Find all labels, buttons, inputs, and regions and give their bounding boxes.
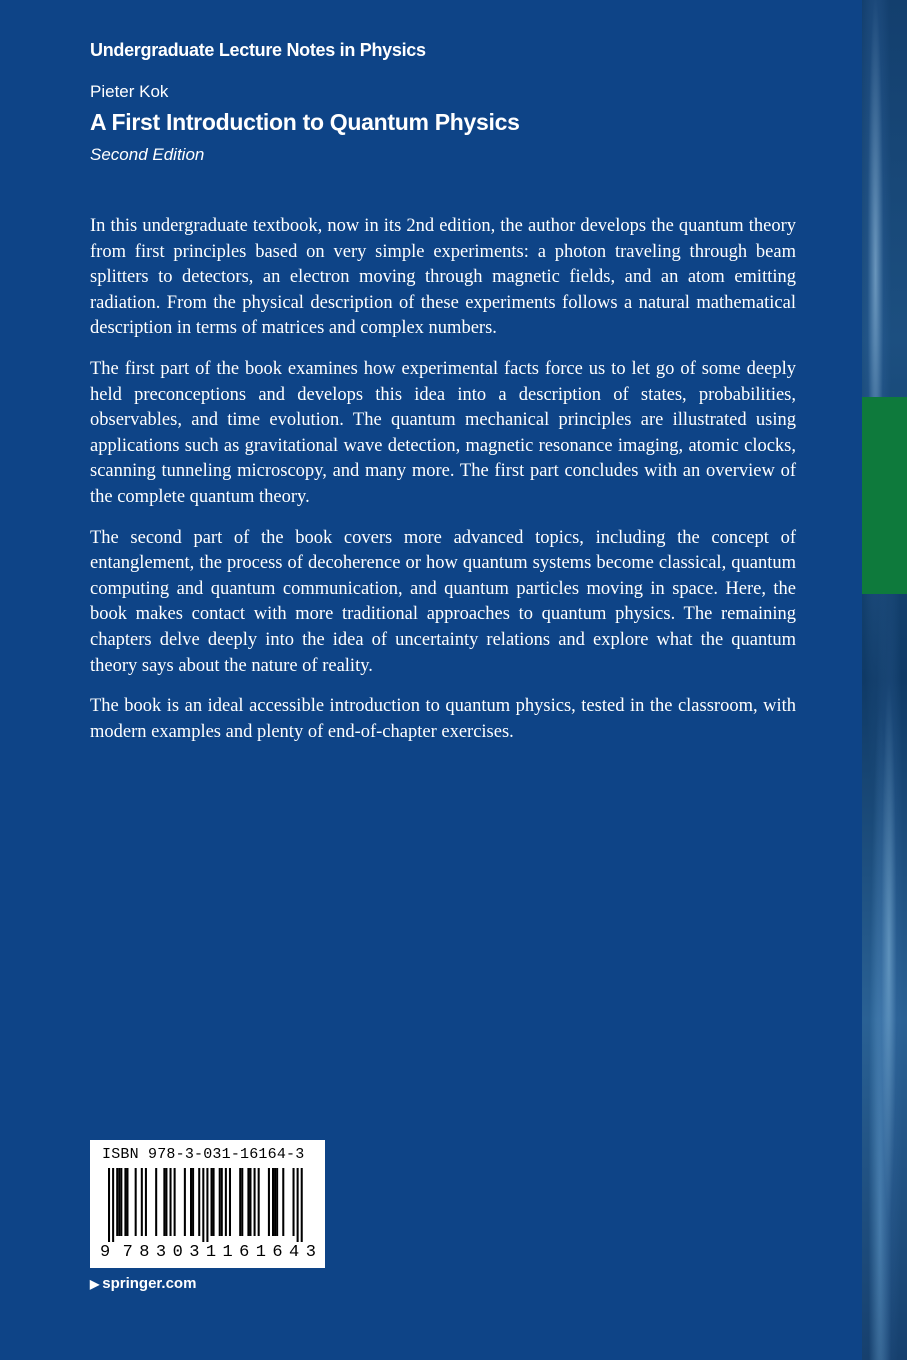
barcode-bar xyxy=(293,1168,295,1236)
barcode-bar xyxy=(135,1168,137,1236)
description-paragraph-3: The second part of the book covers more advanced topics, including the concept of entanglement, the process of decoherence or how quantum systems become classical, quantum computing and quantum communication, and quantum particles moving in space. Here, the book makes contact with more traditional approaches to quantum physics. The remaining chapters delve deeply into the idea of uncertainty relations and explore what the quantum theory says about the nature of reality. xyxy=(90,527,796,676)
barcode-bar xyxy=(274,1168,276,1236)
barcode-bar xyxy=(198,1168,200,1236)
barcode-bar xyxy=(247,1168,249,1236)
website-text: springer.com xyxy=(102,1275,197,1292)
barcode-digit: 3 xyxy=(189,1243,200,1262)
barcode-bar xyxy=(211,1168,213,1236)
series-color-tab xyxy=(862,397,907,594)
barcode-bar xyxy=(118,1168,120,1236)
barcode-bar xyxy=(116,1168,118,1236)
barcode-bar xyxy=(170,1168,172,1236)
description-paragraph-1: In this undergraduate textbook, now in its 2nd edition, the author develops the quantum theory from first principles based on very simple experiments: a photon traveling through beam splitters to detectors, an electron moving through magnetic fields, and an atom emitting radiation. From the physical description of these experiments follows a natural mathematical description in terms of matrices and complex numbers. xyxy=(90,216,796,339)
barcode-bar xyxy=(258,1168,260,1236)
barcode-bar xyxy=(254,1168,256,1236)
barcode-digit: 6 xyxy=(272,1243,283,1262)
edition-label: Second Edition xyxy=(90,145,205,164)
author-name: Pieter Kok xyxy=(90,82,169,101)
barcode-digit: 0 xyxy=(172,1243,183,1262)
barcode-bar xyxy=(249,1168,251,1236)
barcode-bar xyxy=(213,1168,215,1236)
barcode-digit: 1 xyxy=(255,1243,266,1262)
barcode-bars xyxy=(102,1168,313,1242)
barcode-bar xyxy=(141,1168,143,1236)
series-title: Undergraduate Lecture Notes in Physics xyxy=(90,40,426,60)
barcode-bar xyxy=(202,1168,204,1242)
barcode-bar xyxy=(126,1168,128,1236)
barcode-digit: 3 xyxy=(305,1243,316,1262)
publisher-website[interactable] xyxy=(90,1275,196,1292)
barcode-bar xyxy=(112,1168,114,1242)
description-paragraph-4: The book is an ideal accessible introduction to quantum physics, tested in the classroom, with modern examples and plenty of end-of-chapter exercises. xyxy=(90,696,796,742)
barcode-digit: 1 xyxy=(222,1243,233,1262)
barcode-bar xyxy=(174,1168,176,1236)
barcode-digit: 9 xyxy=(100,1243,111,1262)
barcode-digit: 8 xyxy=(139,1243,150,1262)
barcode-bar xyxy=(206,1168,208,1242)
book-description xyxy=(90,214,796,760)
barcode-bar xyxy=(268,1168,270,1236)
barcode-digit: 7 xyxy=(122,1243,133,1262)
barcode-bar xyxy=(301,1168,303,1242)
barcode-bar xyxy=(124,1168,126,1236)
barcode-bar xyxy=(241,1168,243,1236)
cover-art-strip xyxy=(862,0,907,1360)
description-paragraph-2: The first part of the book examines how experimental facts force us to let go of some deeply held preconceptions and develops this idea into a description of states, probabilities, observables, and time evolution. The quantum mechanical principles are illustrated using applications such as gravitational wave detection, magnetic resonance imaging, atomic clocks, scanning tunneling microscopy, and many more. The first part concludes with an overview of the complete quantum theory. xyxy=(90,358,796,507)
barcode-bar xyxy=(184,1168,186,1236)
barcode-bar xyxy=(192,1168,194,1236)
barcode-bar xyxy=(297,1168,299,1242)
barcode-digit: 4 xyxy=(289,1243,300,1262)
barcode-bar xyxy=(190,1168,192,1236)
barcode-bar xyxy=(219,1168,221,1236)
barcode-bar xyxy=(120,1168,122,1236)
barcode-bar xyxy=(155,1168,157,1236)
barcode-bar xyxy=(165,1168,167,1236)
barcode-digit: 6 xyxy=(239,1243,250,1262)
barcode-bar xyxy=(229,1168,231,1236)
barcode-bar xyxy=(145,1168,147,1236)
barcode-bar xyxy=(272,1168,274,1236)
barcode-bar xyxy=(276,1168,278,1236)
barcode-bar xyxy=(108,1168,110,1242)
right-triangle-icon: ▶ xyxy=(90,1277,100,1291)
barcode-bar xyxy=(239,1168,241,1236)
barcode-digit: 1 xyxy=(205,1243,217,1262)
barcode-bar xyxy=(163,1168,165,1236)
barcode-bar xyxy=(225,1168,227,1236)
barcode-bar xyxy=(282,1168,284,1236)
isbn-barcode xyxy=(90,1140,325,1268)
barcode-digit: 3 xyxy=(155,1243,167,1262)
isbn-label: ISBN 978-3-031-16164-3 xyxy=(102,1146,305,1163)
barcode-digits xyxy=(100,1243,316,1262)
barcode-bar xyxy=(221,1168,223,1236)
book-title: A First Introduction to Quantum Physics xyxy=(90,109,520,135)
